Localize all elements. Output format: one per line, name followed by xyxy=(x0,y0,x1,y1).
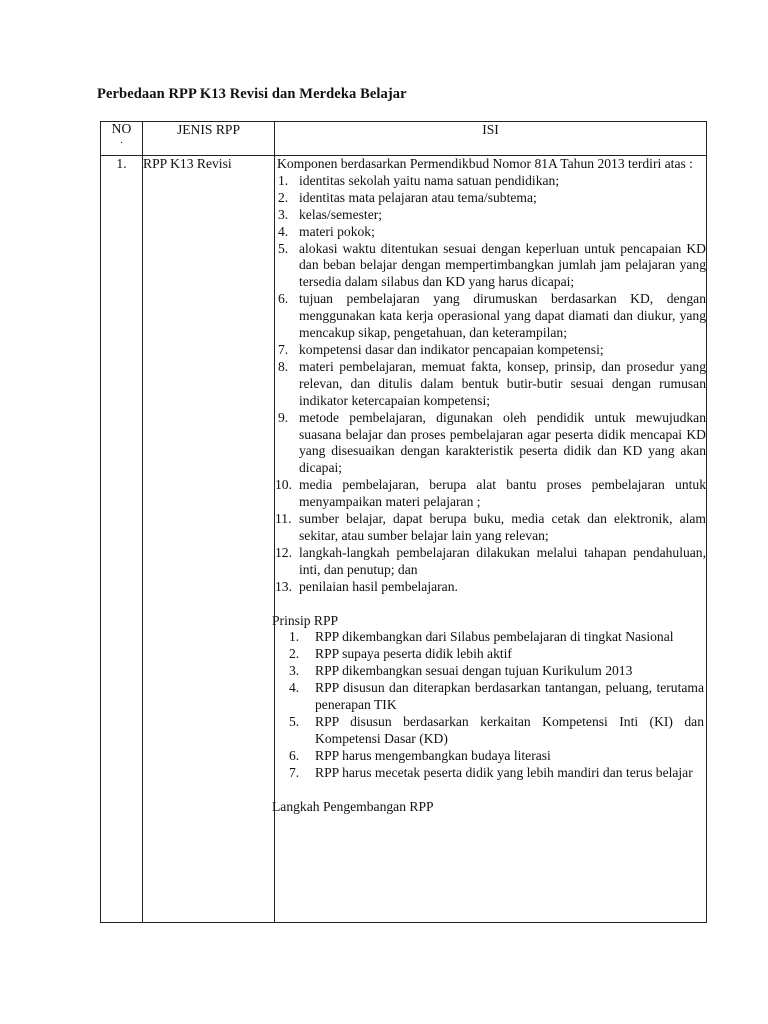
list-item xyxy=(275,646,706,663)
list-item-text: kelas/semester; xyxy=(299,206,383,222)
list-item-text: RPP dikembangkan sesuai dengan tujuan Kurikulum 2013 xyxy=(315,663,633,679)
list-item-number: 2. xyxy=(289,646,300,662)
list-item-number: 5. xyxy=(289,714,300,729)
page-title: Perbedaan RPP K13 Revisi dan Merdeka Belajar xyxy=(97,86,407,102)
list-item xyxy=(275,579,706,596)
list-item xyxy=(275,680,706,714)
row-number: 1. xyxy=(101,156,143,923)
header-isi: ISI xyxy=(275,122,707,156)
section-spacer xyxy=(275,596,706,613)
list-item xyxy=(275,291,706,342)
list-item-text: RPP dikembangkan dari Silabus pembelajaran di tingkat Nasional xyxy=(315,629,674,645)
list-item-number: 6. xyxy=(289,747,300,763)
list-item xyxy=(275,190,706,207)
list-item-number: 4. xyxy=(278,223,289,239)
row-jenis-rpp: RPP K13 Revisi xyxy=(143,156,275,923)
list-item xyxy=(275,207,706,224)
list-item-number: 13. xyxy=(275,578,292,594)
list-item-number: 7. xyxy=(278,341,289,357)
list-item xyxy=(275,748,706,765)
list-item xyxy=(275,663,706,680)
header-jenis-rpp: JENIS RPP xyxy=(143,122,275,156)
list-item-text: media pembelajaran, berupa alat bantu proses pembelajaran untuk menyampaikan materi pelajaran ; xyxy=(299,477,706,510)
list-item-text: kompetensi dasar dan indikator pencapaian kompetensi; xyxy=(299,341,604,357)
list-item xyxy=(275,359,706,410)
list-item-number: 12. xyxy=(275,544,292,560)
comparison-table xyxy=(100,121,707,923)
section-spacer xyxy=(275,782,706,799)
list-item xyxy=(275,629,706,646)
list-item-number: 2. xyxy=(278,189,289,205)
table-header-row xyxy=(101,122,707,156)
header-no-label: NO xyxy=(111,121,132,136)
list-item xyxy=(275,410,706,478)
row-isi xyxy=(272,156,707,923)
list-item-text: RPP disusun dan diterapkan berdasarkan tantangan, peluang, terutama penerapan TIK xyxy=(315,680,704,713)
list-item xyxy=(275,477,706,511)
header-no xyxy=(101,122,143,156)
list-item xyxy=(275,224,706,241)
list-item xyxy=(275,342,706,359)
list-item-text: RPP disusun berdasarkan kerkaitan Kompetensi Inti (KI) dan Kompetensi Dasar (KD) xyxy=(315,714,704,746)
list-item-number: 4. xyxy=(289,680,300,696)
komponen-intro: Komponen berdasarkan Permendikbud Nomor 81A Tahun 2013 terdiri atas : xyxy=(277,156,693,171)
list-item xyxy=(275,714,706,748)
list-item-number: 11. xyxy=(275,511,292,527)
prinsip-list xyxy=(275,629,706,781)
list-item-text: langkah-langkah pembelajaran dilakukan melalui tahapan pendahuluan, inti, dan penutup; dan xyxy=(299,544,706,577)
list-item xyxy=(275,511,706,545)
list-item-number: 10. xyxy=(275,477,292,493)
list-item-text: penilaian hasil pembelajaran. xyxy=(299,578,458,594)
list-item-number: 5. xyxy=(278,240,289,256)
list-item xyxy=(275,241,706,292)
langkah-heading: Langkah Pengembangan RPP xyxy=(272,798,434,814)
list-item-number: 8. xyxy=(278,358,289,374)
list-item xyxy=(275,765,706,782)
list-item-text: sumber belajar, dapat berupa buku, media cetak dan elektronik, alam sekitar, atau sumber belajar lain yang relevan; xyxy=(299,511,706,543)
prinsip-heading: Prinsip RPP xyxy=(272,612,339,628)
list-item xyxy=(275,173,706,190)
list-item-text: RPP harus mengembangkan budaya literasi xyxy=(315,747,551,763)
list-item-number: 7. xyxy=(289,764,300,780)
list-item-number: 6. xyxy=(278,291,289,307)
list-item-text: RPP supaya peserta didik lebih aktif xyxy=(315,646,512,662)
list-item-text: alokasi waktu ditentukan sesuai dengan keperluan untuk pencapaian KD dan beban belajar dengan mempertimbangkan jumlah jam pelajaran yang tersedia dalam silabus dan KD yang harus dicapai; xyxy=(299,240,706,290)
list-item-text: materi pokok; xyxy=(299,223,375,239)
list-item-text: metode pembelajaran, digunakan oleh pendidik untuk mewujudkan suasana belajar dan proses pembelajaran agar peserta didik mencapai KD yang disesuaikan dengan karakteristik peserta didik dan KD yang akan dicapai; xyxy=(299,409,706,476)
list-item-text: identitas mata pelajaran atau tema/subtema; xyxy=(299,189,537,205)
list-item xyxy=(275,545,706,579)
komponen-list xyxy=(275,173,706,596)
list-item-text: RPP harus mecetak peserta didik yang lebih mandiri dan terus belajar xyxy=(315,764,693,780)
list-item-text: materi pembelajaran, memuat fakta, konsep, prinsip, dan prosedur yang relevan, dan ditulis dalam bentuk butir-butir sesuai dengan rumusan indikator ketercapaian kompetensi; xyxy=(299,358,706,408)
list-item-text: tujuan pembelajaran yang dirumuskan berdasarkan KD, dengan menggunakan kata kerja operasional yang dapat diamati dan diukur, yang mencakup sikap, pengetahuan, dan keterampilan; xyxy=(299,291,706,341)
list-item-number: 3. xyxy=(289,663,300,679)
list-item-number: 1. xyxy=(278,172,289,188)
header-no-dot: . xyxy=(120,135,123,146)
list-item-number: 1. xyxy=(289,629,300,645)
list-item-number: 3. xyxy=(278,206,289,222)
list-item-number: 9. xyxy=(278,409,289,425)
table-row xyxy=(101,156,707,923)
list-item-text: identitas sekolah yaitu nama satuan pendidikan; xyxy=(299,172,560,188)
